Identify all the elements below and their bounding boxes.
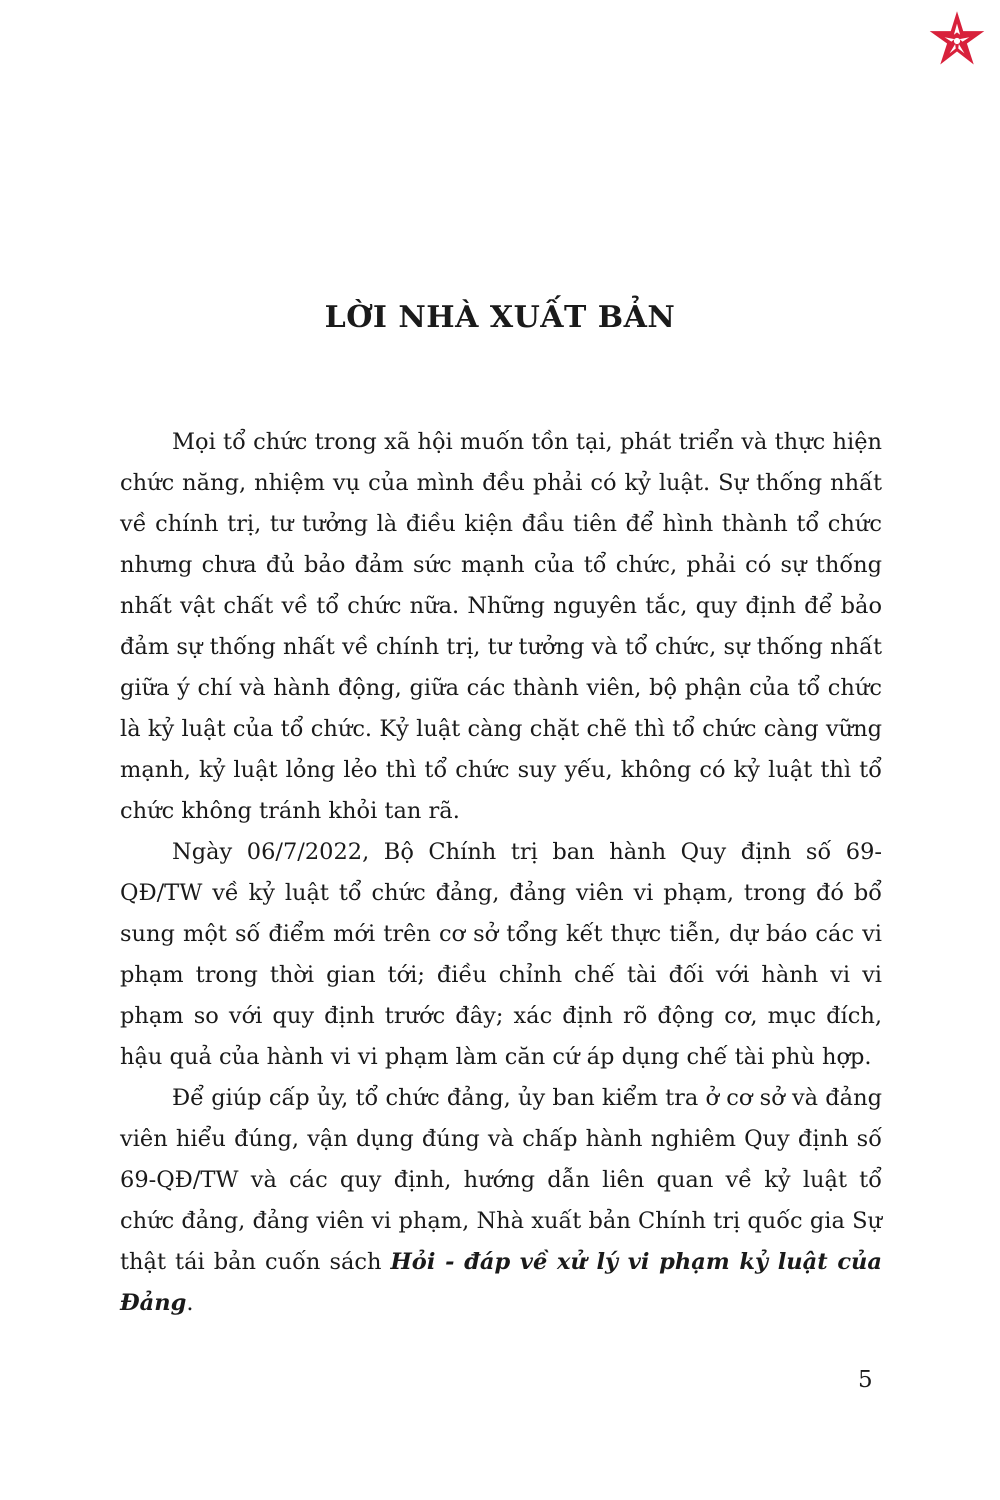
page-title: LỜI NHÀ XUẤT BẢN	[324, 300, 676, 335]
paragraph-2: Ngày 06/7/2022, Bộ Chính trị ban hành Quy định số 69-QĐ/TW về kỷ luật tổ chức đảng, đảng viên vi phạm, trong đó bổ sung một số điểm mới trên cơ sở tổng kết thực tiễn, dự báo các vi phạm trong thời gian tới; điều chỉnh chế tài đối với hành vi vi phạm so với quy định trước đây; xác định rõ động cơ, mục đích, hậu quả của hành vi vi phạm làm căn cứ áp dụng chế tài phù hợp.	[120, 839, 882, 1070]
paragraph-1: Mọi tổ chức trong xã hội muốn tồn tại, phát triển và thực hiện chức năng, nhiệm vụ của mình đều phải có kỷ luật. Sự thống nhất về chính trị, tư tưởng là điều kiện đầu tiên để hình thành tổ chức nhưng chưa đủ bảo đảm sức mạnh của tổ chức, phải có sự thống nhất vật chất về tổ chức nữa. Những nguyên tắc, quy định để bảo đảm sự thống nhất về chính trị, tư tưởng và tổ chức, sự thống nhất giữa ý chí và hành động, giữa các thành viên, bộ phận của tổ chức là kỷ luật của tổ chức. Kỷ luật càng chặt chẽ thì tổ chức càng vững mạnh, kỷ luật lỏng lẻo thì tổ chức suy yếu, không có kỷ luật thì tổ chức không tránh khỏi tan rã.	[120, 429, 882, 824]
paragraph-3	[120, 1078, 882, 1324]
book-title: Hỏi - đáp về xử lý vi phạm kỷ luật của Đảng	[120, 1249, 882, 1316]
page-number: 5	[858, 1367, 873, 1393]
publisher-star-logo-icon	[926, 10, 988, 72]
body-text	[120, 422, 882, 1324]
paragraph-3-end: .	[186, 1290, 194, 1316]
paragraph-3-text: Để giúp cấp ủy, tổ chức đảng, ủy ban kiểm tra ở cơ sở và đảng viên hiểu đúng, vận dụng đúng và chấp hành nghiêm Quy định số 69-QĐ/TW và các quy định, hướng dẫn liên quan về kỷ luật tổ chức đảng, đảng viên vi phạm, Nhà xuất bản Chính trị quốc gia Sự thật tái bản cuốn sách	[120, 1085, 882, 1275]
